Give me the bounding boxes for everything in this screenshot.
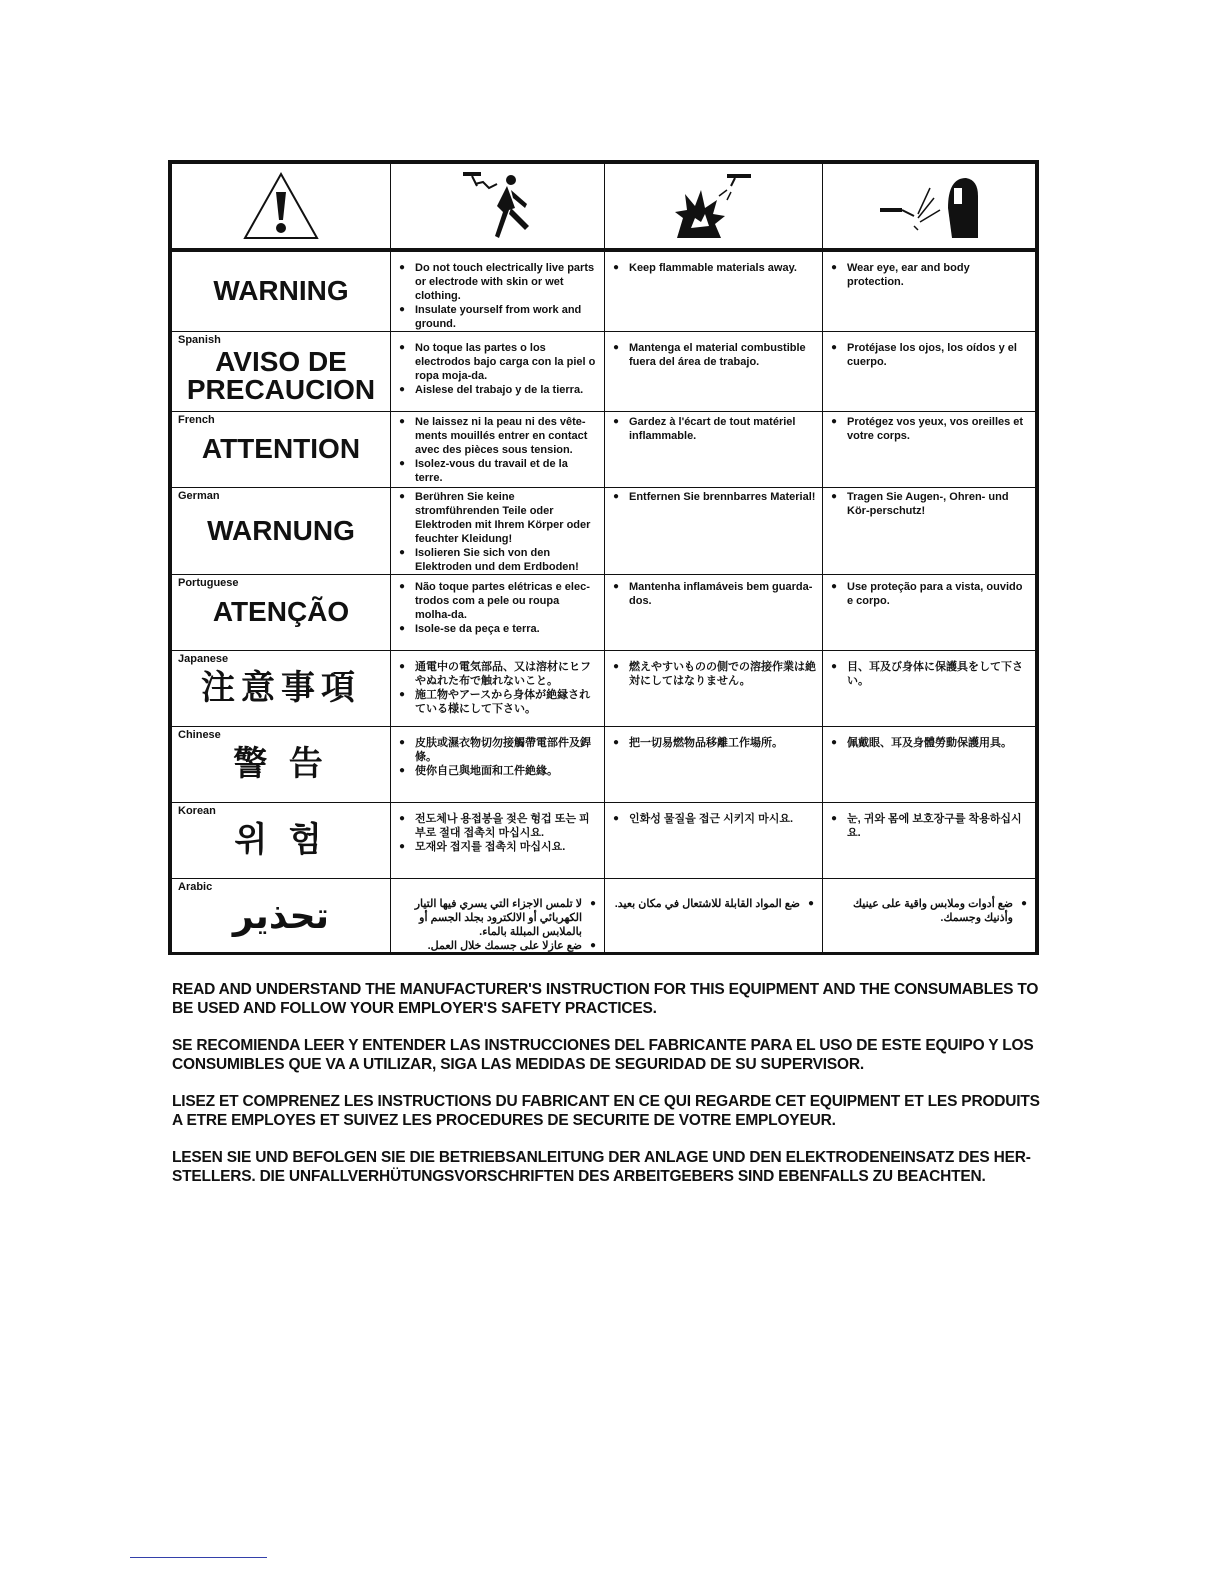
signal-word: WARNING [213,275,349,306]
protection-list [823,575,1035,608]
fire-cell [605,574,823,650]
list-item: ● Protégez vos yeux, vos oreilles et votre corps. [831,415,1029,443]
language-cell [172,574,391,650]
electric-list [391,879,604,953]
language-label: Portuguese [178,576,239,589]
row-french [172,411,1036,487]
list-item: ● 皮肤或濕衣物切勿接觸帶電部件及銲條。 [399,736,598,764]
language-cell [172,411,391,487]
electric-list [391,332,604,397]
list-item: ● 通電中の電気部品、又は溶材にヒフやぬれた布で触れないこと。 [399,660,598,688]
signal-word: 注意事項 [201,669,361,707]
protection-cell [823,726,1036,802]
list-item: ● Aislese del trabajo y de la tierra. [399,383,598,397]
electric-list [391,252,604,331]
protection-cell [823,574,1036,650]
fire-cell [605,411,823,487]
language-label: Spanish [178,333,221,346]
list-item: ● Tragen Sie Augen-, Ohren- und Kör-perschutz! [831,490,1029,518]
list-item: ● ضع أدوات وملابس واقية على عينيك وأذنيك وجسمك. [829,897,1027,925]
protection-cell [823,487,1036,574]
warning-triangle-icon [241,170,321,242]
list-item: ● Berühren Sie keine stromführenden Teile oder Elektroden mit Ihrem Körper oder feuchter Kleidung! [399,490,598,546]
list-item: ● 把一切易燃物品移離工作場所。 [613,736,816,750]
list-item: ● 전도체나 용접봉을 젖은 헝겁 또는 피부로 절대 접촉치 마십시요. [399,812,598,840]
list-item: ● 施工物やアースから身体が絶縁されている様にして下さい。 [399,688,598,716]
row-arabic [172,878,1036,953]
warning-triangle-cell [172,164,391,250]
fire-cell [605,487,823,574]
instruction-french: LISEZ ET COMPRENEZ LES INSTRUCTIONS DU FABRICANT EN CE QUI REGARDE CET EQUIPMENT ET LES PRODUITS A ETRE EMPLOYES ET SUIVEZ LES PROCEDURES DE SECURITE DE VOTRE EMPLOYEUR. [172,1093,1040,1129]
list-item: ● Mantenga el material combustible fuera del área de trabajo. [613,341,816,369]
electric-shock-icon [453,168,543,244]
list-item: ● Wear eye, ear and body protection. [831,261,1029,289]
list-item: ● Não toque partes elétricas e elec-trodos com a pele ou roupa molha-da. [399,580,598,622]
list-item: ● 燃えやすいものの側での溶接作業は絶対にしてはなりません。 [613,660,816,688]
language-label: Korean [178,804,216,817]
list-item: ● لا تلمس الاجزاء التي يسري فيها التيار الكهربائي أو الالكترود بجلد الجسم أو بالملابس المبللة بالماء. [397,897,596,939]
electric-cell [391,802,605,878]
signal-word: تحذير [232,894,330,936]
warning-table [171,163,1036,954]
protection-cell [823,878,1036,953]
row-english [172,250,1036,332]
list-item: ● Ne laissez ni la peau ni des vête-ments mouillés entrer en contact avec des pièces sous tension. [399,415,598,457]
row-korean [172,802,1036,878]
list-item: ● Isole-se da peça e terra. [399,622,598,636]
fire-list [605,488,822,504]
language-cell [172,331,391,411]
fire-cell [605,250,823,332]
instruction-spanish: SE RECOMIENDA LEER Y ENTENDER LAS INSTRUCCIONES DEL FABRICANTE PARA EL USO DE ESTE EQUIPO Y LOS CONSUMIBLES QUE VA A UTILIZAR, SIGA LAS MEDIDAS DE SEGURIDAD DE SU SUPERVISOR. [172,1037,1034,1073]
signal-word: 警 告 [233,745,329,783]
instructions-block [172,980,1042,1204]
signal-word: WARNUNG [207,514,355,546]
protection-cell [823,411,1036,487]
row-portuguese [172,574,1036,650]
fire-cell [605,726,823,802]
electric-cell [391,487,605,574]
language-label: Japanese [178,652,229,665]
fire-explosion-cell [605,164,823,250]
language-label: Chinese [178,728,221,741]
protection-list [823,727,1035,750]
electric-list [391,488,604,574]
language-cell [172,250,391,332]
fire-cell [605,331,823,411]
row-spanish [172,331,1036,411]
row-japanese [172,650,1036,726]
list-item: ● Mantenha inflamáveis bem guarda-dos. [613,580,816,608]
fire-list [605,412,822,443]
list-item: ● 佩戴眼、耳及身體勞動保護用具。 [831,736,1029,750]
protection-list [823,651,1035,688]
signal-word: 위 험 [234,821,328,859]
row-chinese [172,726,1036,802]
list-item: ● Do not touch electrically live parts or electrode with skin or wet clothing. [399,261,598,303]
list-item: ● Gardez à l'écart de tout matériel inflammable. [613,415,816,443]
list-item: ● ضع المواد القابلة للاشتعال في مكان بعيد. [611,897,814,911]
warning-label-table [168,160,1039,955]
protection-cell [823,331,1036,411]
language-label: German [178,489,220,502]
list-item: ● Use proteção para a vista, ouvido e corpo. [831,580,1029,608]
list-item: ● Protéjase los ojos, los oídos y el cuerpo. [831,341,1029,369]
fire-list [605,252,822,275]
eye-protection-cell [823,164,1036,250]
list-item: ● Isolez-vous du travail et de la terre. [399,457,598,485]
signal-word: ATENÇÃO [212,596,350,627]
row-german [172,487,1036,574]
protection-cell [823,802,1036,878]
electric-list [391,651,604,716]
electric-list [391,727,604,778]
fire-list [605,332,822,369]
list-item: ● 使你自己與地面和工件絶緣。 [399,764,598,778]
language-cell [172,878,391,953]
electric-cell [391,878,605,953]
fire-list [605,879,822,911]
electric-list [391,412,604,485]
language-cell [172,487,391,574]
electric-shock-cell [391,164,605,250]
fire-list [605,803,822,826]
electric-cell [391,574,605,650]
explosion-icon [669,168,759,244]
protection-cell [823,250,1036,332]
electric-cell [391,250,605,332]
protection-list [823,488,1035,518]
list-item: ● Insulate yourself from work and ground. [399,303,598,331]
fire-cell [605,802,823,878]
fire-cell [605,878,823,953]
fire-list [605,727,822,750]
protection-list [823,412,1035,443]
instruction-german: LESEN SIE UND BEFOLGEN SIE DIE BETRIEBSANLEITUNG DER ANLAGE UND DEN ELEKTRODENEINSATZ DES HER-STELLERS. DIE UNFALLVERHÜTUNGSVORSCHRIFTEN DES ARBEITGEBERS SIND EBENFALLS ZU BEACHTEN. [172,1149,1031,1185]
electric-cell [391,411,605,487]
fire-cell [605,650,823,726]
list-item: ● 인화성 물질을 접근 시키지 마시요. [613,812,816,826]
electric-list [391,575,604,636]
protection-list [823,252,1035,289]
protection-cell [823,650,1036,726]
language-cell [172,726,391,802]
list-item: ● 모재와 접지를 접촉치 마십시요. [399,840,598,854]
protection-list [823,332,1035,369]
protection-list [823,803,1035,840]
language-cell [172,802,391,878]
fire-list [605,575,822,608]
welder-protection-icon [874,168,984,244]
signal-word: AVISO DE PRECAUCION [186,345,376,405]
language-label: Arabic [178,880,213,893]
list-item: ● ضع عازلا على جسمك خلال العمل. [397,939,596,953]
language-label: French [178,413,215,426]
footnote-separator [130,1557,267,1558]
list-item: ● Keep flammable materials away. [613,261,816,275]
list-item: ● 目、耳及び身体に保護具をして下さい。 [831,660,1029,688]
list-item: ● Entfernen Sie brennbarres Material! [613,490,816,504]
instruction-english: READ AND UNDERSTAND THE MANUFACTURER'S INSTRUCTION FOR THIS EQUIPMENT AND THE CONSUMABLES TO BE USED AND FOLLOW YOUR EMPLOYER'S SAFETY PRACTICES. [172,981,1039,1017]
fire-list [605,651,822,688]
icon-row [172,164,1036,250]
electric-cell [391,650,605,726]
electric-cell [391,331,605,411]
list-item: ● 눈, 귀와 몸에 보호장구를 착용하십시요. [831,812,1029,840]
list-item: ● Isolieren Sie sich von den Elektroden und dem Erdboden! [399,546,598,574]
protection-list [823,879,1035,925]
list-item: ● No toque las partes o los electrodos bajo carga con la piel o ropa moja-da. [399,341,598,383]
electric-cell [391,726,605,802]
signal-word: ATTENTION [201,433,361,464]
electric-list [391,803,604,854]
language-cell [172,650,391,726]
